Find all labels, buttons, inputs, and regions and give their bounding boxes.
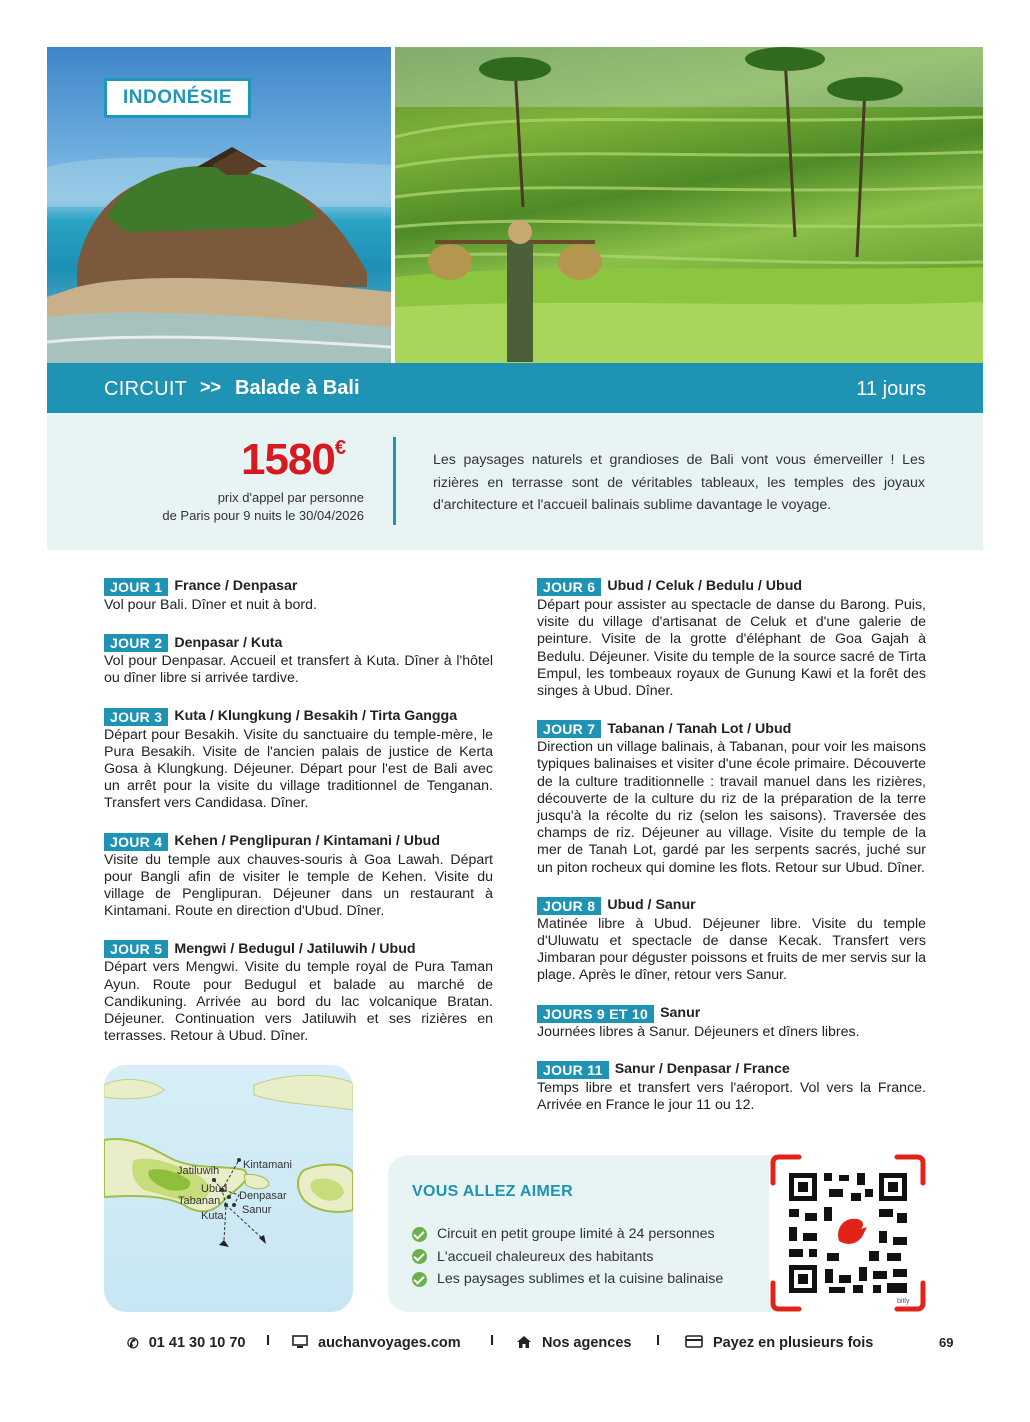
day-block <box>537 720 926 877</box>
day-block <box>104 578 493 614</box>
map-label-jatiluwih: Jatiluwih <box>177 1165 220 1177</box>
day-label: JOUR 3 <box>104 708 168 726</box>
map-label-ubud: Ubud <box>201 1183 228 1195</box>
day-block <box>537 897 926 985</box>
separator: I <box>490 1333 495 1349</box>
highlights-panel <box>388 1155 926 1312</box>
day-block <box>104 708 493 813</box>
day-label: JOURS 9 ET 10 <box>537 1005 654 1023</box>
payment-text: Payez en plusieurs fois <box>713 1335 874 1351</box>
check-icon <box>412 1272 427 1287</box>
phone-icon: ✆ <box>127 1334 139 1351</box>
circuit-kind: CIRCUIT <box>104 378 188 400</box>
day-block <box>537 1005 926 1041</box>
day-places: France / Denpasar <box>174 578 298 595</box>
day-label: JOUR 6 <box>537 578 601 596</box>
day-text: Départ vers Mengwi. Visite du temple royal de Pura Taman Ayun. Route pour Bedugul et balade au marché de Candikuning. Arrivée au bord du lac volcanique Bratan. Déjeuner. Continuation vers Jatiluwih et ses rizières en terrasses. Retour à Ubud. Dîner. <box>104 959 493 1045</box>
day-places: Ubud / Celuk / Bedulu / Ubud <box>607 578 803 595</box>
route-map <box>104 1065 353 1312</box>
page-number: 69 <box>939 1335 954 1350</box>
day-places: Tabanan / Tanah Lot / Ubud <box>607 720 792 737</box>
list-item <box>412 1223 723 1246</box>
qr-code[interactable] <box>769 1153 927 1313</box>
day-text: Direction un village balinais, à Tabanan, pour voir les maisons typiques balinaises et visiter d'une école primaire. Découverte de la culture traditionnelle : travail manuel dans les rizières, découverte de la culture du riz de la préparation de la terre jusqu'à la récolte du riz (selon les saisons). Traversée des champs de riz. Déjeuner au village. Visite du temple de la mer de Tanah Lot, gardé par les serpents sacrés, juché sur un piton rocheux qui domine les flots. Retour sur Ubud. Dîner. <box>537 739 926 876</box>
highlights-list <box>412 1223 723 1291</box>
rice-terraces-photo <box>395 47 983 363</box>
circuit-duration: 11 jours <box>856 378 926 400</box>
list-item <box>412 1246 723 1269</box>
day-label: JOUR 7 <box>537 720 601 738</box>
separator: I <box>266 1333 271 1349</box>
price-note-line2: de Paris pour 9 nuits le 30/04/2026 <box>162 508 364 523</box>
website-text: auchanvoyages.com <box>318 1335 461 1351</box>
map-label-denpasar: Denpasar <box>239 1190 287 1202</box>
circuit-banner <box>47 363 983 413</box>
credit-card-icon <box>685 1335 703 1351</box>
day-text: Temps libre et transfert vers l'aéroport. Vol vers la France. Arrivée en France le jour 11 ou 12. <box>537 1079 926 1114</box>
day-text: Journées libres à Sanur. Déjeuners et dîners libres. <box>537 1023 860 1040</box>
day-text: Visite du temple aux chauves-souris à Goa Lawah. Départ pour Bangli afin de visiter le temple de Kehen. Visite du village de Penglipuran. Déjeuner dans un restaurant à Kintamani. Route en direction d'Ubud. Dîner. <box>104 851 493 920</box>
day-places: Mengwi / Bedugul / Jatiluwih / Ubud <box>174 940 416 957</box>
price <box>225 435 345 485</box>
payment-link[interactable] <box>685 1333 873 1353</box>
highlight-text: Circuit en petit groupe limité à 24 personnes <box>437 1226 715 1243</box>
itinerary-left-column <box>104 578 493 1065</box>
day-places: Denpasar / Kuta <box>174 634 283 651</box>
day-places: Sanur / Denpasar / France <box>614 1061 790 1078</box>
day-text: Départ pour assister au spectacle de danse du Barong. Puis, visite du village d'artisanat de Celuk et d'une galerie de peinture. Visite de la grotte d'éléphant de Goa Gajah à Bedulu. Déjeuner. Visite du temple de la source sacré de Tirta Empul, les tombeaux royaux de Gunung Kawi et la forêt des singes à Ubud. Dîner. <box>537 597 926 700</box>
map-label-tabanan: Tabanan <box>178 1195 221 1207</box>
country-badge: INDONÉSIE <box>104 78 251 118</box>
highlight-text: Les paysages sublimes et la cuisine balinaise <box>437 1271 724 1288</box>
check-icon <box>412 1249 427 1264</box>
check-icon <box>412 1227 427 1242</box>
home-icon <box>516 1335 532 1352</box>
day-label: JOUR 11 <box>537 1061 609 1079</box>
price-currency: € <box>334 437 345 460</box>
day-places: Kehen / Penglipuran / Kintamani / Ubud <box>174 833 441 850</box>
day-block <box>104 833 493 921</box>
agencies-text: Nos agences <box>542 1335 632 1351</box>
divider <box>393 437 396 525</box>
day-label: JOUR 5 <box>104 940 168 958</box>
map-label-sanur: Sanur <box>242 1204 272 1216</box>
day-block <box>104 940 493 1045</box>
agencies-link[interactable] <box>516 1333 631 1353</box>
day-text: Vol pour Denpasar. Accueil et transfert à Kuta. Dîner à l'hôtel ou dîner libre si arrivée tardive. <box>104 653 493 687</box>
day-text: Vol pour Bali. Dîner et nuit à bord. <box>104 597 317 613</box>
price-note-line1: prix d'appel par personne <box>217 490 364 505</box>
highlight-text: L'accueil chaleureux des habitants <box>437 1248 654 1265</box>
day-text: Départ pour Besakih. Visite du sanctuaire du temple-mère, le Pura Besakih. Visite de l'ancien palais de justice de Kerta Gosa à Klungkung. Déjeuner. Départ pour l'est de Bali avec un arrêt pour la visite du village traditionnel de Tenganan. Transfert vers Candidasa. Dîner. <box>104 726 493 812</box>
day-block <box>104 634 493 687</box>
day-label: JOUR 1 <box>104 578 168 596</box>
itinerary-right-column <box>537 578 926 1134</box>
phone-number: 01 41 30 10 70 <box>148 1335 246 1351</box>
highlights-title: VOUS ALLEZ AIMER <box>412 1183 573 1200</box>
separator: I <box>656 1333 661 1349</box>
day-label: JOUR 4 <box>104 833 168 851</box>
map-label-kuta: Kuta <box>201 1210 224 1222</box>
circuit-name: Balade à Bali <box>235 377 360 399</box>
day-block <box>537 578 926 700</box>
phone-link[interactable] <box>127 1333 246 1353</box>
intro-text: Les paysages naturels et grandioses de Bali vont vous émerveiller ! Les rizières en terrasse sont de véritables tableaux, les temples des joyaux d'architecture et l'accueil balinais sublime davantage le voyage. <box>433 452 925 513</box>
day-places: Ubud / Sanur <box>607 897 696 914</box>
qr-tag: bitly <box>897 1298 910 1305</box>
monitor-icon <box>292 1335 308 1352</box>
day-label: JOUR 2 <box>104 634 168 652</box>
day-places: Kuta / Klungkung / Besakih / Tirta Gangga <box>174 708 458 724</box>
list-item <box>412 1268 723 1291</box>
website-link[interactable] <box>292 1333 461 1353</box>
day-places: Sanur <box>660 1005 701 1022</box>
day-block <box>537 1061 926 1114</box>
day-text: Matinée libre à Ubud. Déjeuner libre. Visite du temple d'Uluwatu et spectacle de danse Kecak. Transfert vers Jimbaran pour déguster poissons et fruits de mer servis sur la plage. Après le dîner, retour vers Sanur. <box>537 915 926 984</box>
footer <box>0 1333 1030 1353</box>
map-label-kintamani: Kintamani <box>243 1159 292 1171</box>
chevrons-icon: >> <box>200 377 222 397</box>
price-note <box>117 489 364 525</box>
day-label: JOUR 8 <box>537 897 601 915</box>
price-amount: 1580 <box>240 435 335 484</box>
offer-panel <box>47 413 983 550</box>
